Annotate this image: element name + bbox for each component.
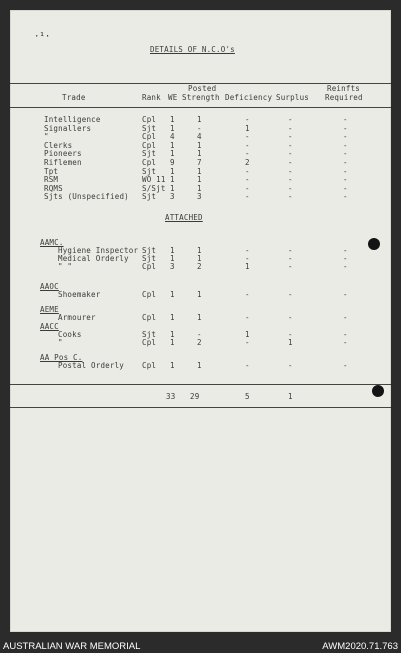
deficiency-cell: - — [245, 254, 250, 264]
surplus-cell: - — [288, 330, 293, 339]
attached-label: ATTACHED — [165, 213, 203, 222]
deficiency-cell: - — [245, 175, 250, 185]
posted-cell: 1 — [197, 183, 202, 193]
posted-cell: 2 — [197, 262, 202, 272]
trade-cell: Armourer — [58, 313, 96, 322]
reinfts-cell: - — [343, 123, 348, 133]
posted-cell: 1 — [197, 246, 202, 255]
trade-cell: Postal Orderly — [58, 361, 125, 370]
rank-cell: Sjt — [142, 149, 157, 159]
group-heading: AA Pos C. — [40, 353, 83, 362]
deficiency-cell: - — [245, 290, 250, 299]
deficiency-cell: - — [245, 313, 250, 322]
group-heading: AAOC — [40, 282, 59, 291]
rank-cell: Cpl — [142, 115, 157, 124]
we-cell: 1 — [170, 330, 175, 339]
posted-cell: 7 — [197, 158, 202, 167]
surplus-cell: - — [288, 115, 293, 124]
rank-cell: Cpl — [142, 140, 157, 150]
posted-cell: - — [197, 123, 202, 133]
we-cell: 1 — [170, 338, 175, 348]
surplus-cell: - — [288, 132, 293, 142]
trade-cell: Signallers — [44, 123, 92, 133]
total-posted: 29 — [190, 392, 200, 401]
reinfts-cell: - — [343, 149, 348, 159]
reinfts-cell: - — [343, 166, 348, 176]
trade-cell: Intelligence — [44, 115, 101, 124]
we-cell: 1 — [170, 149, 175, 159]
reinfts-cell: - — [343, 183, 348, 193]
punch-hole-bottom — [372, 385, 384, 397]
trade-cell: RQMS — [44, 183, 63, 193]
rank-cell: S/Sjt — [142, 183, 166, 193]
reinfts-cell: - — [343, 115, 348, 124]
footer-accession-number: AWM2020.71.763 — [322, 641, 398, 652]
surplus-cell: - — [288, 290, 293, 299]
reinfts-cell: - — [343, 290, 348, 299]
rank-cell: Sjt — [142, 192, 157, 202]
surplus-cell: - — [288, 313, 293, 322]
we-cell: 1 — [170, 246, 175, 255]
deficiency-cell: - — [245, 192, 250, 202]
totals-top-rule — [10, 384, 391, 385]
header-reinfts-top: Reinfts — [327, 84, 361, 93]
posted-cell: 1 — [197, 290, 202, 299]
rank-cell: WO 11 — [142, 175, 166, 185]
rank-cell: Sjt — [142, 123, 157, 133]
deficiency-cell: - — [245, 140, 250, 150]
trade-cell: Hygiene Inspector — [58, 246, 139, 255]
total-we: 33 — [166, 392, 176, 401]
trade-cell: Sjts (Unspecified) — [44, 192, 129, 202]
header-surplus: Surplus — [276, 93, 310, 102]
deficiency-cell: 1 — [245, 123, 250, 133]
reinfts-cell: - — [343, 192, 348, 202]
corner-mark: ·¹· — [34, 32, 51, 42]
surplus-cell: - — [288, 166, 293, 176]
rank-cell: Cpl — [142, 338, 157, 348]
surplus-cell: - — [288, 254, 293, 264]
posted-cell: 3 — [197, 192, 202, 202]
reinfts-cell: - — [343, 254, 348, 264]
posted-cell: 4 — [197, 132, 202, 142]
rank-cell: Cpl — [142, 262, 157, 272]
reinfts-cell: - — [343, 338, 348, 348]
we-cell: 4 — [170, 132, 175, 142]
footer-institution: AUSTRALIAN WAR MEMORIAL — [3, 641, 141, 652]
surplus-cell: - — [288, 158, 293, 167]
document-page — [10, 10, 391, 632]
deficiency-cell: - — [245, 115, 250, 124]
posted-cell: 1 — [197, 149, 202, 159]
we-cell: 1 — [170, 166, 175, 176]
deficiency-cell: - — [245, 149, 250, 159]
reinfts-cell: - — [343, 132, 348, 142]
surplus-cell: - — [288, 140, 293, 150]
trade-cell: Cooks — [58, 330, 82, 339]
we-cell: 3 — [170, 262, 175, 272]
header-posted-bottom: Strength — [182, 93, 220, 102]
we-cell: 1 — [170, 140, 175, 150]
we-cell: 9 — [170, 158, 175, 167]
trade-cell: " — [58, 338, 63, 348]
reinfts-cell: - — [343, 246, 348, 255]
surplus-cell: - — [288, 192, 293, 202]
rank-cell: Cpl — [142, 290, 157, 299]
we-cell: 1 — [170, 313, 175, 322]
header-trade: Trade — [62, 93, 86, 102]
trade-cell: " " — [58, 262, 73, 272]
surplus-cell: - — [288, 123, 293, 133]
we-cell: 1 — [170, 254, 175, 264]
posted-cell: 1 — [197, 115, 202, 124]
header-we: WE — [168, 93, 178, 102]
rank-cell: Sjt — [142, 246, 157, 255]
rank-cell: Sjt — [142, 254, 157, 264]
document-title: DETAILS OF N.C.O's — [150, 45, 235, 54]
header-bottom-rule — [10, 107, 391, 108]
reinfts-cell: - — [343, 158, 348, 167]
totals-bottom-rule — [10, 407, 391, 408]
surplus-cell: - — [288, 183, 293, 193]
rank-cell: Cpl — [142, 132, 157, 142]
we-cell: 1 — [170, 290, 175, 299]
deficiency-cell: 1 — [245, 330, 250, 339]
deficiency-cell: 1 — [245, 262, 250, 272]
posted-cell: 1 — [197, 254, 202, 264]
trade-cell: RSM — [44, 175, 59, 185]
surplus-cell: - — [288, 175, 293, 185]
group-heading: AACC — [40, 322, 59, 331]
deficiency-cell: - — [245, 166, 250, 176]
deficiency-cell: - — [245, 132, 250, 142]
surplus-cell: - — [288, 246, 293, 255]
total-deficiency: 5 — [245, 392, 250, 401]
posted-cell: 1 — [197, 175, 202, 185]
we-cell: 1 — [170, 123, 175, 133]
reinfts-cell: - — [343, 313, 348, 322]
posted-cell: 1 — [197, 313, 202, 322]
deficiency-cell: 2 — [245, 158, 250, 167]
deficiency-cell: - — [245, 361, 250, 370]
posted-cell: 1 — [197, 361, 202, 370]
trade-cell: Clerks — [44, 140, 73, 150]
posted-cell: 2 — [197, 338, 202, 348]
header-reinfts-bottom: Required — [325, 93, 363, 102]
surplus-cell: - — [288, 262, 293, 272]
total-surplus: 1 — [288, 392, 293, 401]
we-cell: 1 — [170, 175, 175, 185]
posted-cell: 1 — [197, 166, 202, 176]
reinfts-cell: - — [343, 361, 348, 370]
posted-cell: - — [197, 330, 202, 339]
posted-cell: 1 — [197, 140, 202, 150]
trade-cell: Riflemen — [44, 158, 82, 167]
group-heading: AEME — [40, 305, 59, 314]
header-posted-top: Posted — [188, 84, 217, 93]
deficiency-cell: - — [245, 246, 250, 255]
rank-cell: Cpl — [142, 361, 157, 370]
trade-cell: " — [44, 132, 49, 142]
surplus-cell: - — [288, 149, 293, 159]
rank-cell: Cpl — [142, 313, 157, 322]
header-rank: Rank — [142, 93, 161, 102]
reinfts-cell: - — [343, 262, 348, 272]
header-deficiency: Deficiency — [225, 93, 273, 102]
surplus-cell: - — [288, 361, 293, 370]
reinfts-cell: - — [343, 330, 348, 339]
rank-cell: Sjt — [142, 330, 157, 339]
surplus-cell: 1 — [288, 338, 293, 348]
trade-cell: Pioneers — [44, 149, 82, 159]
trade-cell: Tpt — [44, 166, 59, 176]
we-cell: 1 — [170, 115, 175, 124]
rank-cell: Sjt — [142, 166, 157, 176]
rank-cell: Cpl — [142, 158, 157, 167]
reinfts-cell: - — [343, 175, 348, 185]
trade-cell: Shoemaker — [58, 290, 101, 299]
trade-cell: Medical Orderly — [58, 254, 129, 264]
reinfts-cell: - — [343, 140, 348, 150]
deficiency-cell: - — [245, 338, 250, 348]
group-heading: AAMC. — [40, 238, 64, 247]
deficiency-cell: - — [245, 183, 250, 193]
we-cell: 3 — [170, 192, 175, 202]
we-cell: 1 — [170, 361, 175, 370]
we-cell: 1 — [170, 183, 175, 193]
punch-hole-top — [368, 238, 380, 250]
